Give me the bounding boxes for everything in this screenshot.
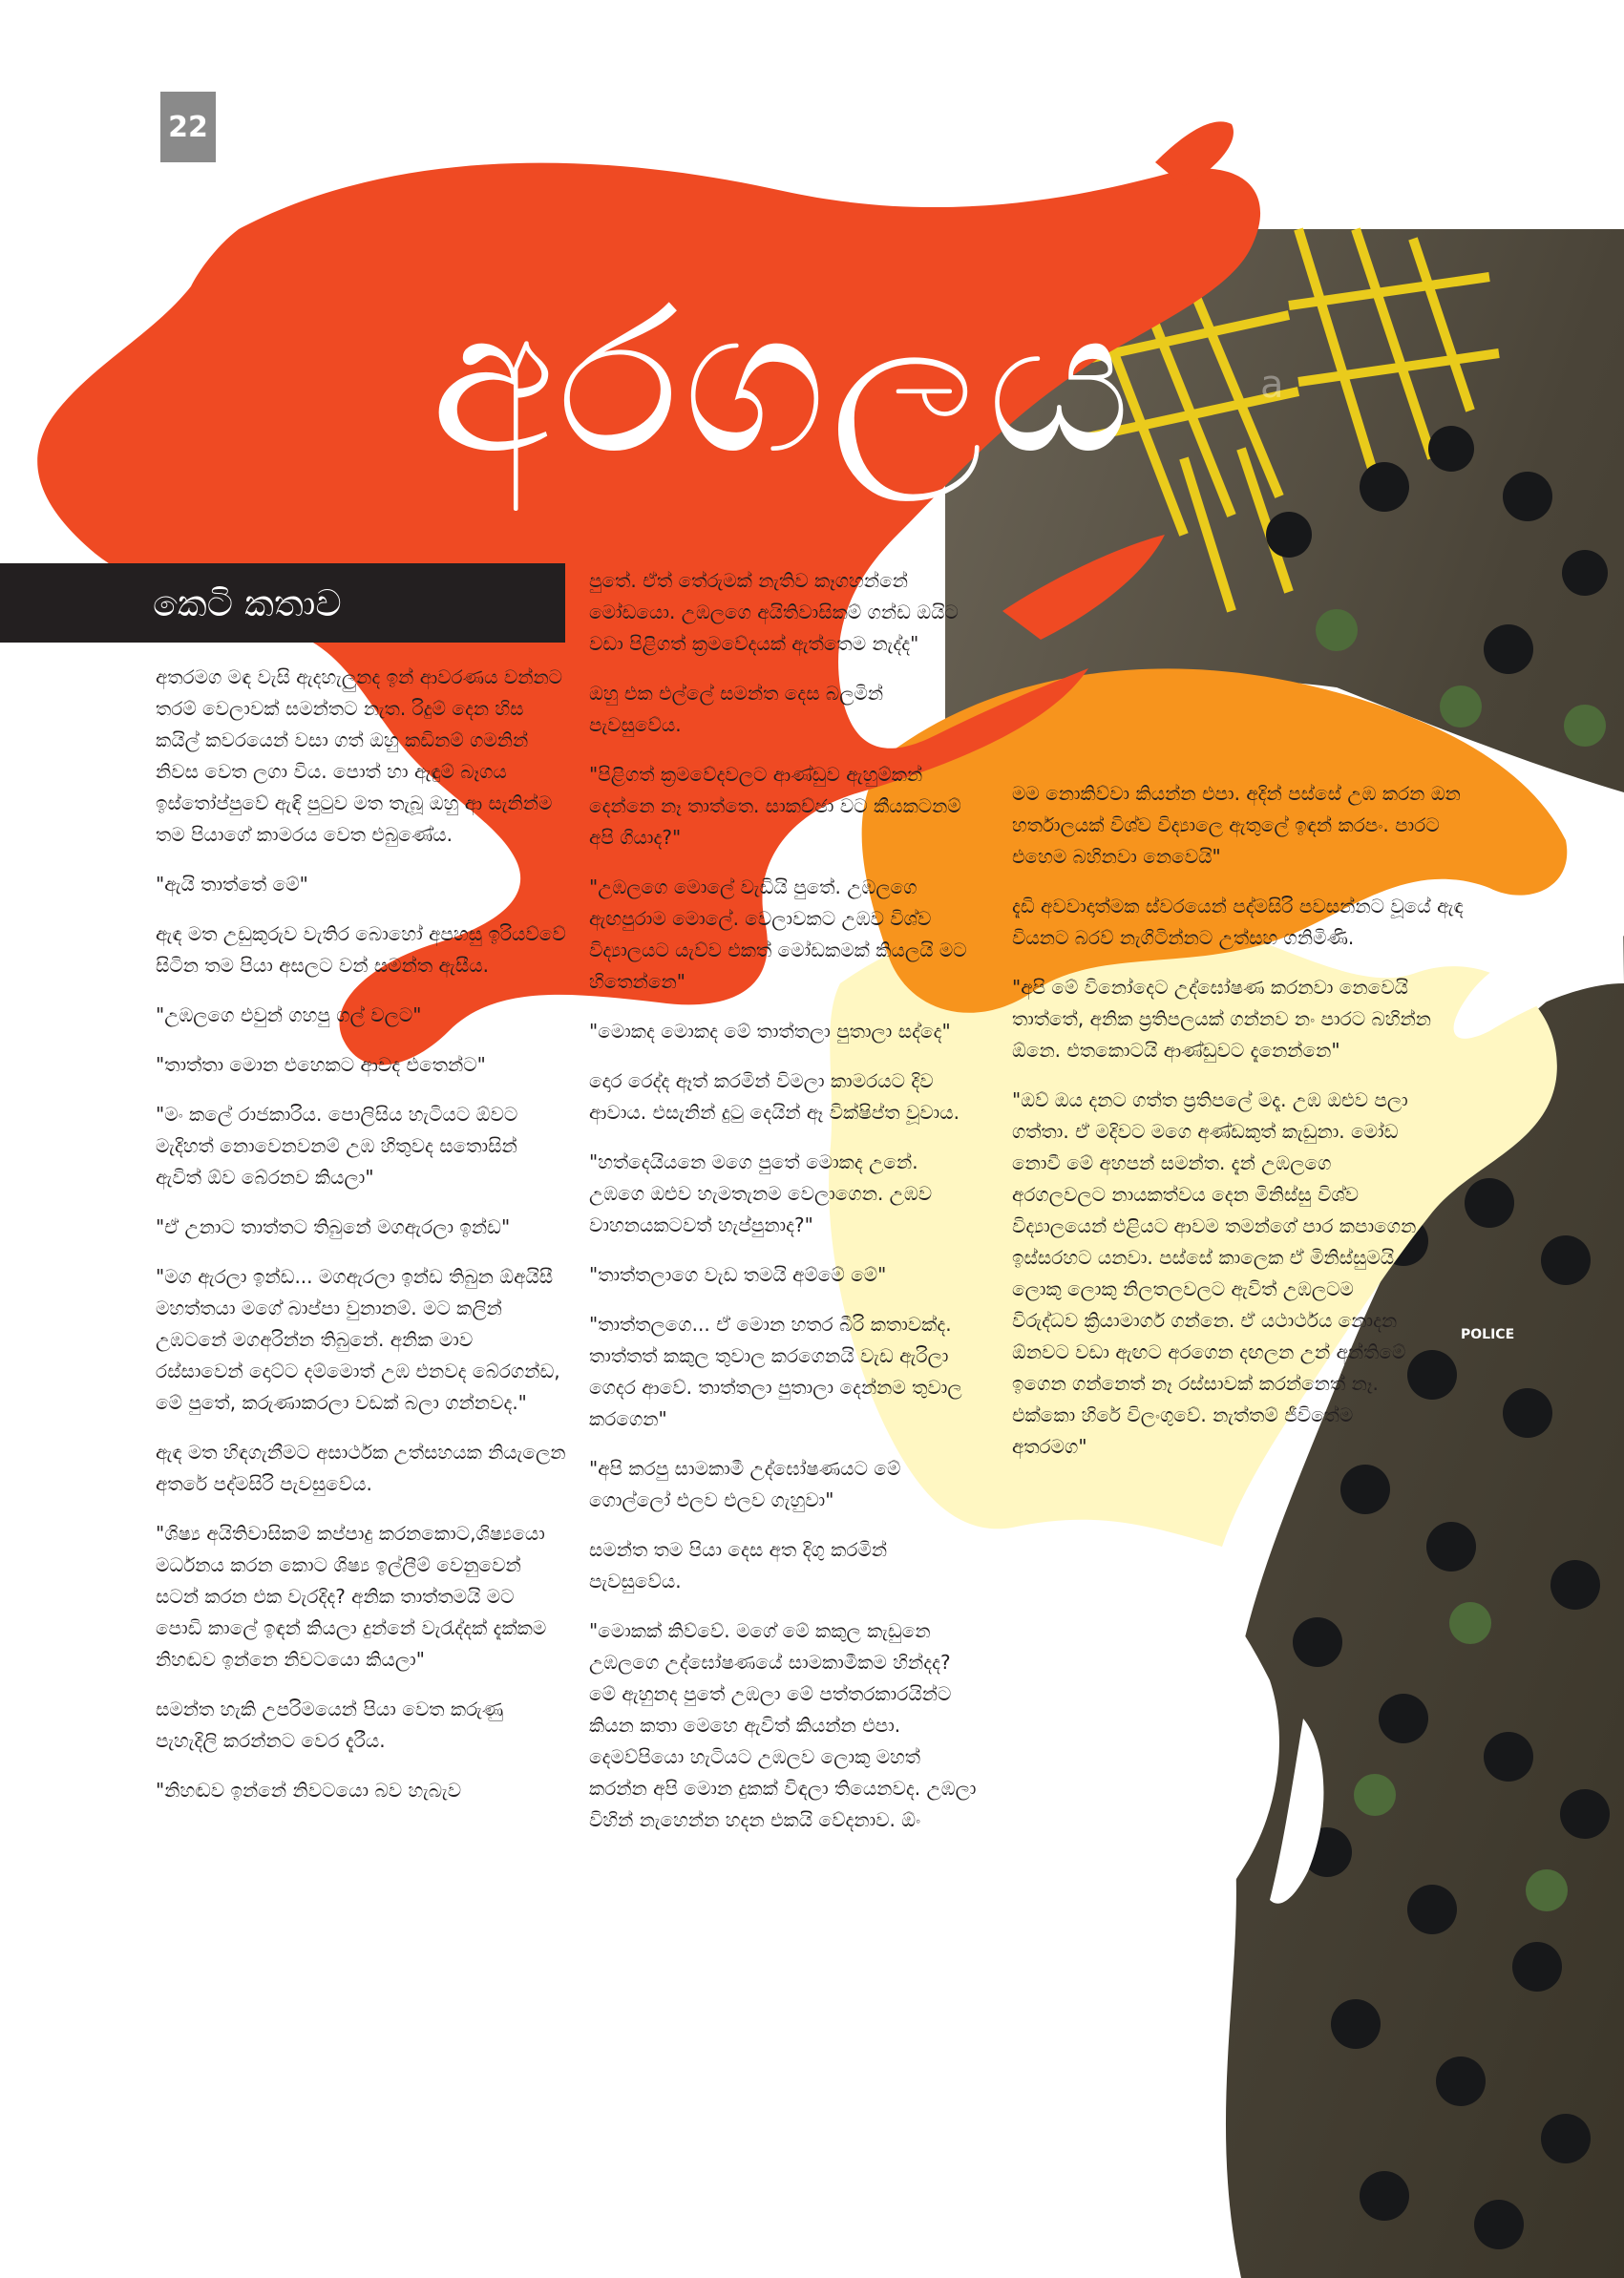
paragraph: "නිහඬව ඉන්නේ නිවටයො බව හැබැව bbox=[156, 1779, 462, 1802]
paragraph: "ඔව් ඔය දනට ගත්ත ප්‍රතිපලේ මදෑ. උඹ ඔළුව පලා ගත්තා. ඒ මදිවට මගෙ අණ්ඩකුත් කැඩුනා. මෝඩ නොවී මේ අහපන් සමන්ත. දැන් උඹලගෙ අරගලවලට නායකත්වය දෙන මිනිස්සු විශ්ව විද්‍යාලයෙන් එළියට ආවම තමන්ගේ පාර කපාගෙන ඉස්සරහට යනවා. පස්සේ කාලෙක ඒ මිනිස්සුමයි ලොකු ලොකු නිලතලවලට ඇවිත් උඹලටම විරුද්ධව ක්‍රියාමාර්ග ගන්නෙ. ඒ යථාර්ථය නොදන ඕනවට වඩා ඇඟට අරගෙන දඟලන උන් අන්තිමේ ඉගෙන ගන්නෙත් නෑ රස්සාවක් කරන්නෙත් නෑ. එක්කො හිරේ විලංගුවේ. නැත්තම් ජීවිතේම අතරමග" bbox=[1012, 1088, 1417, 1458]
paragraph: "මොකද මොකද මේ තාත්තලා පුතාලා සද්දෙ" bbox=[589, 1020, 951, 1043]
paragraph: "පිළිගත් ක්‍රමවේදවලට ආණ්ඩුව ඇහුම්කන් දෙන්නෙ නෑ තාත්තෙ. සාකච්ඡා වට කීයකටනම් අපි ගියාද?" bbox=[589, 763, 961, 849]
paragraph: "තාත්තලාගෙ වැඩ තමයි අම්මේ මේ" bbox=[589, 1263, 887, 1286]
paragraph: සමන්ත තම පියා දෙස අත දිගු කරමින් පැවසුවේය. bbox=[589, 1538, 888, 1592]
title bbox=[334, 239, 1232, 525]
paragraph: "අපි මේ විනෝදෙට උද්ඝෝෂණ කරනවා නෙවෙයි තාත්තේ, අනික ප්‍රතිපලයක් ගන්නව නං පාරට බහින්න ඕනෙ. එතකොටයි ආණ්ඩුවට දැනෙන්නෙ" bbox=[1012, 976, 1432, 1062]
paragraph: ඇඳ මත උඩුකුරුව වැතිර බොහෝ අපහසු ඉරියව්වේ සිටින තම පියා අසලට වන් සමන්ත ඇසීය. bbox=[156, 922, 566, 977]
paragraph: "උඹලගෙ මොලේ වැඩියි පුතේ. උඹලගෙ ඇඟපුරාම මොලේ. වෙලාවකට උඹව විශ්ව විද්‍යාලයට යැව්ව එකත් මෝඩකමක් කියලයි මට හිතෙන්නෙ" bbox=[589, 875, 967, 993]
paragraph: "මං කලේ රාජකාරිය. පොලිසිය හැටියට ඕවට මැදිහත් නොවෙනවනම් උඹ හිතුවද සතොසින් ඇවිත් ඕව බේරනව කියලා" bbox=[156, 1103, 518, 1189]
paragraph: ඇඳ මත හිඳගැනීමට අසාර්ථක උත්සහයක නියැලෙන අතරේ පද්මසිරි පැවසුවේය. bbox=[156, 1441, 566, 1495]
page-number-text: 22 bbox=[168, 110, 208, 144]
paragraph: "අපි කරපු සාමකාමී උද්ඝෝෂණයට මේ ගොල්ලෝ එලව එලව ගැහුවා" bbox=[589, 1457, 901, 1511]
paragraph: "ඒ උනාට තාත්තට තිබුනේ මගඇරලා ඉන්ඩ" bbox=[156, 1215, 511, 1238]
paragraph: පුතේ. ඒත් තේරුමක් නැතිව කෑගහන්නේ මෝඩයො. උඹලගෙ අයිතිවාසිකම් ගන්ඩ ඔයිට වඩා පිළිගත් ක්‍රමවේදයක් ඇත්තෙම නැද්ද" bbox=[589, 569, 959, 655]
paragraph: මම නොකිව්වා කියන්න එපා. අදින් පස්සේ උඹ කරන ඔන හර්තාලයක් විශ්ව විද්‍යාලෙ ඇතුලේ ඉඳන් කරපං. පාරට එහෙම බහිනවා නෙවෙයි" bbox=[1012, 782, 1461, 868]
paragraph: අතරමග මඳ වැසි ඇදහැලුනද ඉන් ආවරණය වන්නට තරම් වෙලාවක් සමන්තට නැත. රිදුම් දෙන හිස කයිල් කවරයෙන් වසා ගත් ඔහු කඩිනම් ගමනින් නිවස වෙත ලගා විය. පොත් හා ඇඳුම් බෑගය ඉස්තෝප්පුවේ ඇඳි පුටුව මත තැබූ ඔහු ආ සැනින්ම තම පියාගේ කාමරය වෙත එබුණේය. bbox=[156, 665, 563, 846]
paragraph: දොර රෙද්ද ඈත් කරමින් විමලා කාමරයට දිව ආවාය. එසැනින් දුටු දෙයින් ඈ වික්ෂිප්ත වූවාය. bbox=[589, 1069, 960, 1124]
paragraph: දැඩි අවවාදාත්මක ස්වරයෙන් පද්මසිරි පවසන්නට වූයේ ඇඳ වියනට බරව් නැගිටින්නට උත්සහ ගනිමිණි. bbox=[1012, 895, 1464, 949]
paragraph: "මොකක් කිව්වේ. මගේ මේ කකුල කැඩුනෙ උඹලගෙ උද්ඝෝෂණයේ සාමකාමීකම හින්දද? මේ ඇහුනද පුතේ උඹලා මේ පත්තරකාරයින්ට කියන කතා මෙහෙ ඇවිත් කියන්න එපා. දෙමව්පියො හැටියට උඹලව ලොකු මහත් කරන්න අපි මොන දුකක් විඳලා තියෙනවද. උඹලා විහින් නැහෙන්න හදන එකයි වේදනාව. ඕං bbox=[589, 1619, 977, 1831]
title-text: අරගලය bbox=[431, 264, 1135, 498]
paragraph: "තාත්තලගෙ... ඒ මොන හතර බීරි කතාවක්ද. තාත්තත් කකුල තුවාල කරගෙනයි වැඩ ඇරිලා ගෙදර ආවේ. තාත්තලා පුතාලා දෙන්නම තුවාල කරගෙන" bbox=[589, 1313, 962, 1430]
paragraph: "මග ඇරලා ඉන්ඩ... මගඇරලා ඉන්ඩ තිබුන ඕඅයිසී මහත්තයා මගේ බාප්පා වුනානම්. මට කලින් උඹටනේ මගඅරින්න තිබුනේ. අනික මාව රස්සාවෙන් දොට්ට දම්මොත් උඹ එනවද බේරගන්ඩ, මේ පුතේ, කරුණාකරලා වඩක් බලා ගන්නවද." bbox=[156, 1265, 560, 1414]
paragraph: "ඇයි තාත්තේ මේ" bbox=[156, 873, 308, 896]
paragraph: "උඹලගෙ එවුන් ගහපු ගල් වලට" bbox=[156, 1003, 422, 1026]
paragraph: "තාත්තා මොන එහෙකට ආවද එතෙන්ට" bbox=[156, 1053, 486, 1076]
story-column-2 bbox=[589, 565, 979, 1854]
police-marking: POLICE bbox=[1461, 1327, 1515, 1342]
paragraph: "ශිෂ්‍ය අයිතිවාසිකම් කප්පාදු කරනකොට,ශිෂ්‍යයො මර්ධනය කරන කොට ශිෂ්‍ය ඉල්ලීම් වෙනුවෙන් සටන් කරන එක වැරදිද? අනික තාත්තමයි මට පොඩි කාලේ ඉඳන් කියලා දුන්නේ වැරැද්දක් දැක්කම නිහඬව ඉන්නෙ නිවටයො කියලා" bbox=[156, 1522, 547, 1671]
paragraph: සමන්ත හැකි උපරිමයෙන් පියා වෙත කරුණු පැහැදිලි කරන්නට වෙර දැරීය. bbox=[156, 1698, 504, 1752]
paragraph: "හත්දෙයියනෙ මගෙ පුතේ මොකද උනේ. උඹගෙ ඔළුව හැමතැනම වෙලාගෙන. උඹව වාහනයකටවත් හැප්පුනාද?" bbox=[589, 1150, 933, 1236]
photo-watermark: a bbox=[1260, 363, 1284, 407]
story-column-3 bbox=[1012, 778, 1464, 1481]
section-label: කෙටි කතාව bbox=[153, 582, 342, 624]
story-column-1 bbox=[156, 662, 566, 1825]
paragraph: ඔහු එක එල්ලේ සමන්ත දෙස බලමින් පැවසුවේය. bbox=[589, 682, 884, 736]
page-number bbox=[160, 92, 216, 162]
